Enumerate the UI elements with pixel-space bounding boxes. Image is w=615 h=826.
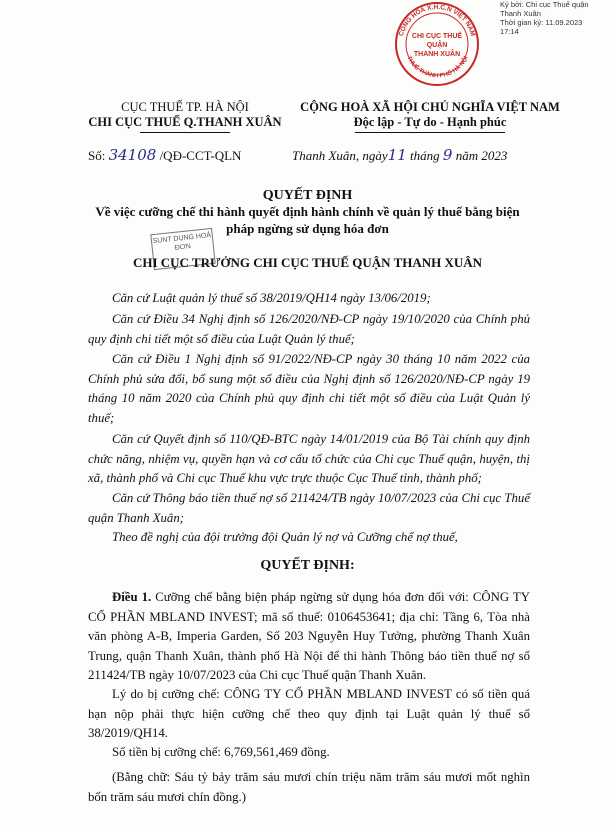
seal-bottom-text: THUẾ THÀNH PHỐ HÀ NỘI xyxy=(405,55,470,80)
official-seal xyxy=(385,0,490,88)
signature-line-2: Thanh Xuân xyxy=(500,9,541,18)
issuing-authority: CHI CỤC TRƯỞNG CHI CỤC THUẾ QUẬN THANH XUÂN xyxy=(132,255,483,270)
seal-center-2: QUẬN xyxy=(426,42,448,49)
document-title: QUYẾT ĐỊNH xyxy=(262,188,353,203)
national-motto: Độc lập - Tự do - Hạnh phúc xyxy=(353,115,507,129)
so-suffix: /QĐ-CCT-QLN xyxy=(159,148,242,163)
month-label: tháng xyxy=(410,148,440,163)
date-day: 11 xyxy=(387,146,407,164)
stamp-line-1: SUNT DỤNG HOÁ xyxy=(152,232,212,246)
date-month: 9 xyxy=(442,146,453,164)
legal-basis-5: Căn cứ Thông báo tiền thuế nợ số 211424/TB ngày 10/07/2023 của Chi cục Thuế quận Thanh Xuân; xyxy=(88,491,530,525)
document-number xyxy=(88,146,241,164)
digital-signature-info xyxy=(500,0,615,36)
signature-line-1: Ký bởi: Chi cục Thuế quận xyxy=(500,0,589,9)
seal-center-1: CHI CỤC THUẾ xyxy=(411,33,463,40)
legal-basis-2: Căn cứ Điều 34 Nghị định số 126/2020/NĐ-CP ngày 19/10/2020 của Chính phủ quy định chi tiết một số điều của Luật Quản lý thuế; xyxy=(88,312,530,346)
national-header xyxy=(270,100,590,133)
agency-underline xyxy=(140,132,230,133)
article-1 xyxy=(88,588,530,686)
document-subtitle-2: pháp ngừng sử dụng hóa đơn xyxy=(226,221,389,236)
stamp-line-2: ĐƠN xyxy=(174,243,192,252)
year-text: năm 2023 xyxy=(455,148,508,163)
country-name: CỘNG HOÀ XÃ HỘI CHỦ NGHĨA VIỆT NAM xyxy=(300,100,560,114)
svg-text:THUẾ THÀNH PHỐ HÀ NỘI xyxy=(405,55,470,79)
document-subtitle-1: Về việc cưỡng chế thi hành quyết định hành chính về quản lý thuế bằng biện xyxy=(95,204,520,219)
enforcement-amount: Số tiền bị cưỡng chế: 6,769,561,469 đồng. xyxy=(112,745,330,759)
legal-basis-4: Căn cứ Quyết định số 110/QĐ-BTC ngày 14/01/2019 của Bộ Tài chính quy định chức năng, nhiệm vụ, quyền hạn và cơ cấu tổ chức của Chi cục Thuế quận, huyện, thị xã, thành phố và Chi cục Thuế khu vực trực thuộc Cục Thuế tỉnh, thành phố; xyxy=(88,432,530,485)
enforcement-reason: Lý do bị cưỡng chế: CÔNG TY CỔ PHẦN MBLAND INVEST có số tiền quá hạn nộp phải thực hiện cưỡng chế theo quy định tại Luật quản lý thuế số 38/2019/QH14. xyxy=(88,687,530,740)
document-date xyxy=(292,146,507,164)
seal-ring-text: CỘNG HOÀ X.H.C.N VIỆT NAM xyxy=(397,3,477,37)
legal-basis-6: Theo đề nghị của đội trưởng đội Quản lý nợ và Cưỡng chế nợ thuế, xyxy=(112,530,458,544)
seal-center-3: THANH XUÂN xyxy=(413,51,461,58)
legal-basis-1: Căn cứ Luật quản lý thuế số 38/2019/QH14 ngày 13/06/2019; xyxy=(112,291,431,305)
agency-name: CHI CỤC THUẾ Q.THANH XUÂN xyxy=(88,115,282,129)
article-1-label: Điều 1. xyxy=(112,590,152,604)
so-number-handwritten: 34108 xyxy=(108,146,157,164)
amount-in-words: (Bằng chữ: Sáu tỷ bảy trăm sáu mươi chín triệu năm trăm sáu mươi mốt nghìn bốn trăm sáu mươi chín đồng.) xyxy=(88,770,530,804)
motto-underline xyxy=(355,132,505,133)
date-prefix: Thanh Xuân, ngày xyxy=(292,148,388,163)
decision-heading: QUYẾT ĐỊNH: xyxy=(260,558,355,573)
signature-line-4: 17:14 xyxy=(500,27,519,36)
so-label: Số: xyxy=(88,148,106,163)
signature-line-3: Thời gian ký: 11.09.2023 xyxy=(500,18,583,27)
agency-parent: CỤC THUẾ TP. HÀ NỘI xyxy=(121,100,249,114)
legal-basis-3: Căn cứ Điều 1 Nghị định số 91/2022/NĐ-CP ngày 30 tháng 10 năm 2022 của Chính phủ sửa đổi, bổ sung một số điều của Nghị định số 126/2020/NĐ-CP ngày 19 tháng 10 năm 2020 của Chính phủ quy định chi tiết một số điều của Luật Quản lý thuế; xyxy=(88,352,530,425)
article-1-text: Cưỡng chế bằng biện pháp ngừng sử dụng hóa đơn đối với: CÔNG TY CỔ PHẦN MBLAND INVEST; mã số thuế: 0106453641; địa chỉ: Tầng 6, Tòa nhà văn phòng A-B, Imperia Garden, Số 203 Nguyễn Huy Tưởng, phường Thanh Xuân Trung, quận Thanh Xuân, thành phố Hà Nội để thi hành Thông báo tiền thuế nợ số 211424/TB ngày 10/07/2023 của Chi cục Thuế quận Thanh Xuân. xyxy=(88,590,530,682)
